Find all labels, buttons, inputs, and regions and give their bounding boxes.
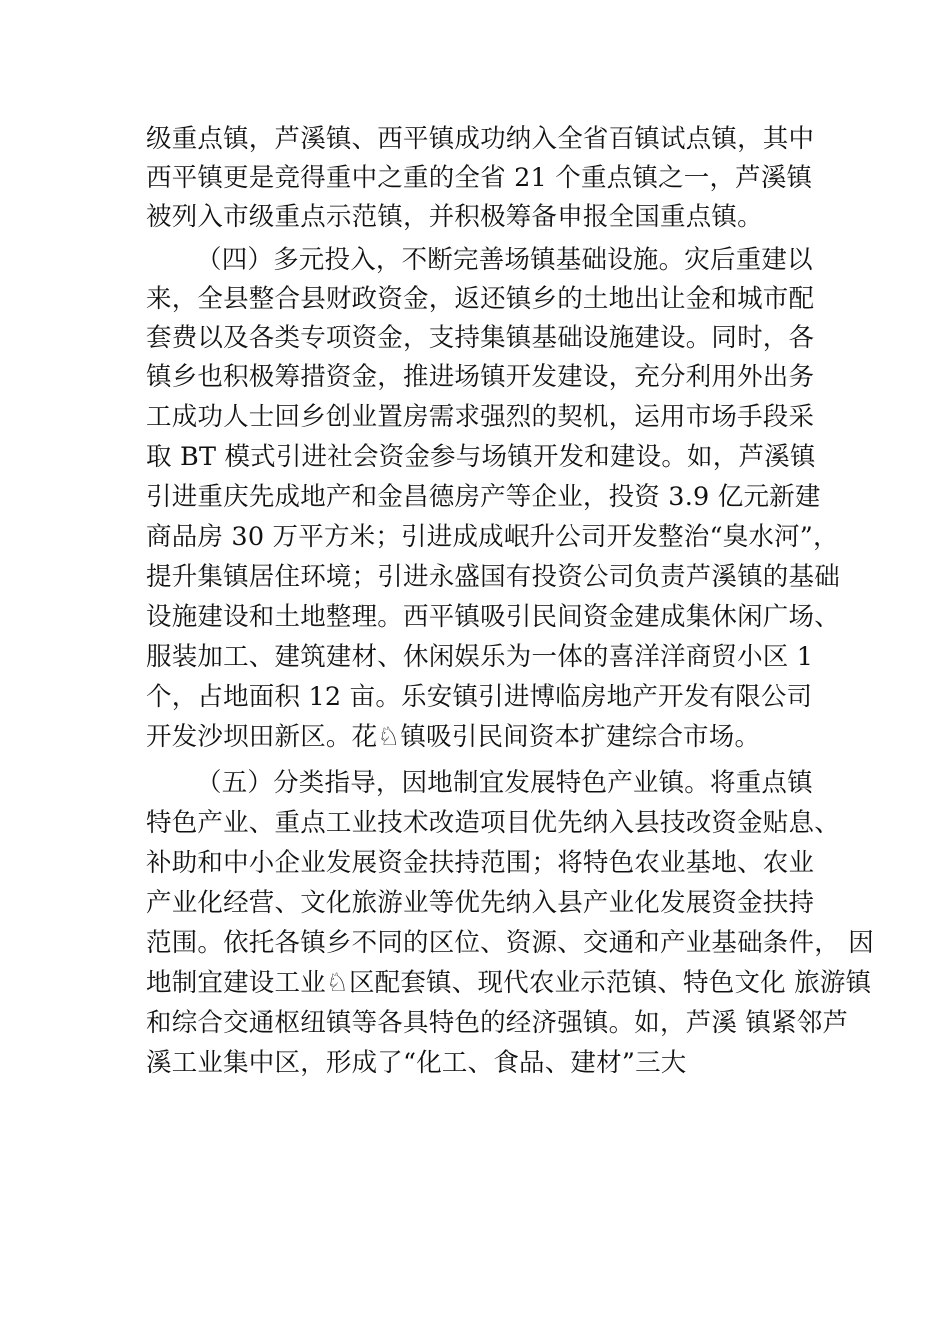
text-line: 设施建设和土地整理。西平镇吸引民间资金建成集休闲广场、 — [146, 602, 840, 632]
text-line: 特色产业、重点工业技术改造项目优先纳入县技改资金贴息、 — [146, 808, 840, 838]
paragraph-four-heading: （四）多元投入，不断完善场镇基础设施。灾后重建以 — [196, 245, 813, 275]
text-line: 产业化经营、文化旅游业等优先纳入县产业化发展资金扶持 — [146, 888, 815, 918]
text-line: 地制宜建设工业♘区配套镇、现代农业示范镇、特色文化 旅游镇 — [146, 968, 872, 998]
text-line: 级重点镇，芦溪镇、西平镇成功纳入全省百镇试点镇，其中 — [146, 124, 815, 154]
text-line: 开发沙坝田新区。花♘镇吸引民间资本扩建综合市场。 — [146, 722, 761, 752]
text-line: 和综合交通枢纽镇等各具特色的经济强镇。如，芦溪 镇紧邻芦 — [146, 1008, 849, 1038]
text-line: 个，占地面积 12 亩。乐安镇引进博临房地产开发有限公司 — [146, 682, 813, 712]
text-line: 范围。依托各镇乡不同的区位、资源、交通和产业基础条件， 因 — [146, 928, 874, 958]
text-line: 补助和中小企业发展资金扶持范围；将特色农业基地、农业 — [146, 848, 815, 878]
text-line: 引进重庆先成地产和金昌德房产等企业，投资 3.9 亿元新建 — [146, 482, 821, 512]
text-line: 服装加工、建筑建材、休闲娱乐为一体的喜洋洋商贸小区 1 — [146, 642, 814, 672]
text-line: 商品房 30 万平方米；引进成成岷升公司开发整治“臭水河”， — [146, 522, 839, 552]
text-line: 镇乡也积极筹措资金，推进场镇开发建设，充分利用外出务 — [146, 362, 815, 392]
text-line: 提升集镇居住环境；引进永盛国有投资公司负责芦溪镇的基础 — [146, 562, 840, 592]
text-line: 西平镇更是竞得重中之重的全省 21 个重点镇之一，芦溪镇 — [146, 163, 813, 193]
text-line: 溪工业集中区，形成了“化工、食品、建材”三大 — [146, 1048, 687, 1078]
text-line: 来，全县整合县财政资金，返还镇乡的土地出让金和城市配 — [146, 284, 815, 314]
text-line: 套费以及各类专项资金，支持集镇基础设施建设。同时，各 — [146, 323, 815, 353]
text-line: 被列入市级重点示范镇，并积极筹备申报全国重点镇。 — [146, 202, 763, 232]
paragraph-five-heading: （五）分类指导，因地制宜发展特色产业镇。将重点镇 — [196, 768, 813, 798]
text-line: 取 BT 模式引进社会资金参与场镇开发和建设。如，芦溪镇 — [146, 442, 816, 472]
text-line: 工成功人士回乡创业置房需求强烈的契机，运用市场手段采 — [146, 402, 815, 432]
